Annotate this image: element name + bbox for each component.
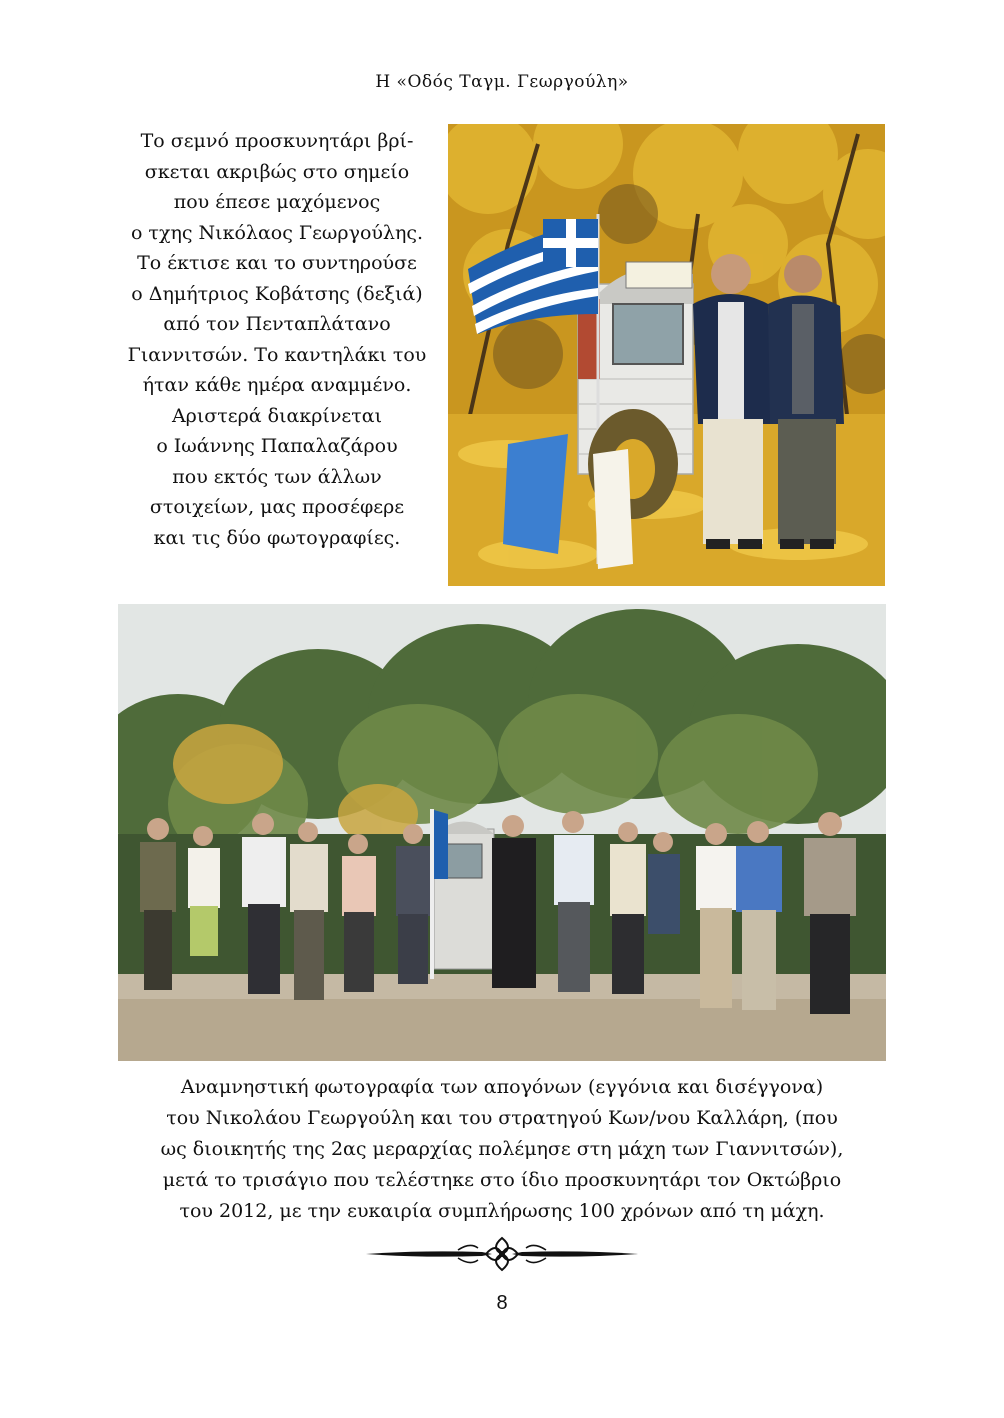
side-text-line: Το σεμνό προσκυνητάρι βρί- (140, 130, 414, 152)
side-text-line: σκεται ακριβώς στο σημείο (144, 160, 410, 183)
side-text-line: ο Ιωάννης Παπαλαζάρου (156, 435, 398, 457)
side-text-line: που εκτός των άλλων (172, 465, 382, 488)
photo-caption (100, 1072, 904, 1227)
side-text-line: Αριστερά διακρίνεται (171, 404, 383, 427)
side-text-line: ήταν κάθε ημέρα αναμμένο. (142, 374, 412, 396)
caption-line: του Νικολάου Γεωργούλη και του στρατηγού Κων/νου Καλλάρη, (που (166, 1107, 838, 1129)
caption-line: ως διοικητής της 2ας μεραρχίας πολέμησε στη μάχη των Γιαννιτσών), (160, 1138, 844, 1160)
page-number: 8 (496, 1292, 508, 1314)
side-text-line: ο τχης Νικόλαος Γεωργούλης. (130, 221, 424, 244)
running-header: Η «Οδός Ταγμ. Γεωργούλη» (375, 72, 629, 92)
decorative-divider-icon (362, 1232, 642, 1276)
group-memorial-photo (118, 604, 886, 1061)
side-text-line: που έπεσε μαχόμενος (173, 191, 381, 213)
side-text-line: από τον Πενταπλάτανο (163, 313, 391, 335)
side-text-line: στοιχείων, μας προσέφερε (149, 496, 405, 518)
side-text-line: Το έκτισε και το συντηρούσε (137, 252, 417, 274)
side-text-line: ο Δημήτριος Κοβάτσης (δεξιά) (131, 282, 423, 305)
side-text-line: και τις δύο φωτογραφίες. (153, 526, 401, 549)
caption-line: μετά το τρισάγιο που τελέστηκε στο ίδιο προσκυνητάρι τον Οκτώβριο (162, 1169, 842, 1191)
side-text-block (112, 126, 442, 553)
caption-line: Αναμνηστική φωτογραφία των απογόνων (εγγόνια και δισέγγονα) (180, 1076, 824, 1098)
side-text-line: Γιαννιτσών. Το καντηλάκι του (127, 343, 427, 366)
shrine-photo (448, 124, 885, 586)
caption-line: του 2012, με την ευκαιρία συμπλήρωσης 100 χρόνων από τη μάχη. (179, 1200, 825, 1222)
